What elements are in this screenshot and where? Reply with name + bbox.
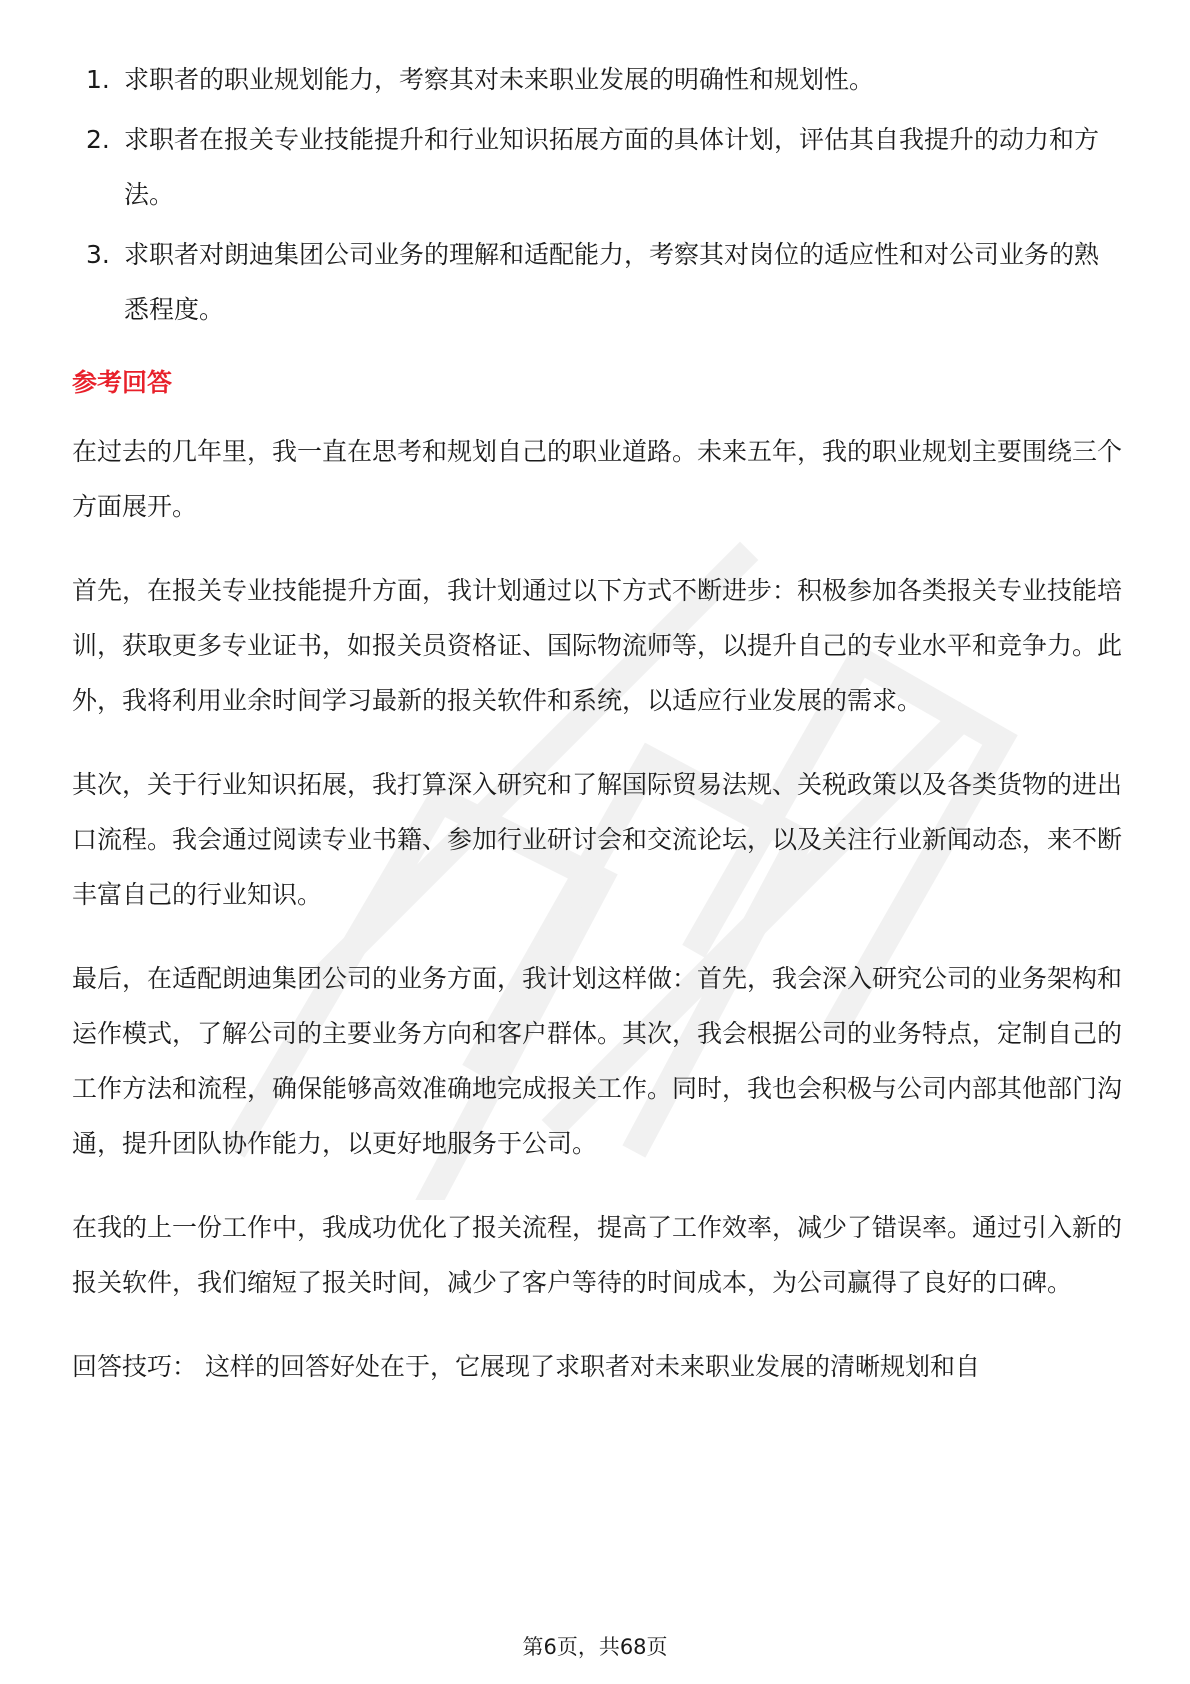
answer-paragraph: 最后，在适配朗迪集团公司的业务方面，我计划这样做：首先，我会深入研究公司的业务架构和运作模式，了解公司的主要业务方向和客户群体。其次，我会根据公司的业务特点，定制自己的工作方法和流程，确保能够高效准确地完成报关工作。同时，我也会积极与公司内部其他部门沟通，提升团队协作能力，以更好地服务于公司。	[72, 964, 1123, 1158]
page-number: 第6页，共68页	[522, 1635, 668, 1659]
answer-tip: 回答技巧： 这样的回答好处在于，它展现了求职者对未来职业发展的清晰规划和自	[72, 1352, 980, 1381]
list-item-number: 1.	[86, 65, 110, 94]
answer-paragraph: 其次，关于行业知识拓展，我打算深入研究和了解国际贸易法规、关税政策以及各类货物的进出口流程。我会通过阅读专业书籍、参加行业研讨会和交流论坛，以及关注行业新闻动态，来不断丰富自己的行业知识。	[72, 770, 1123, 909]
list-item-number: 2.	[86, 125, 110, 154]
list-item-text: 求职者对朗迪集团公司业务的理解和适配能力，考察其对岗位的适应性和对公司业务的熟悉程度。	[124, 240, 1100, 324]
list-item-number: 3.	[86, 240, 110, 269]
answer-paragraph: 在我的上一份工作中，我成功优化了报关流程，提高了工作效率，减少了错误率。通过引入新的报关软件，我们缩短了报关时间，减少了客户等待的时间成本，为公司赢得了良好的口碑。	[72, 1213, 1123, 1297]
answer-paragraph: 在过去的几年里，我一直在思考和规划自己的职业道路。未来五年，我的职业规划主要围绕三个方面展开。	[72, 437, 1123, 521]
list-item	[72, 112, 1122, 222]
list-item-text: 求职者的职业规划能力，考察其对未来职业发展的明确性和规划性。	[124, 65, 875, 94]
list-item-text: 求职者在报关专业技能提升和行业知识拓展方面的具体计划，评估其自我提升的动力和方法。	[124, 125, 1100, 209]
list-item	[72, 227, 1122, 337]
list-item	[72, 52, 1122, 107]
answer-paragraph: 首先，在报关专业技能提升方面，我计划通过以下方式不断进步：积极参加各类报关专业技能培训，获取更多专业证书，如报关员资格证、国际物流师等，以提升自己的专业水平和竞争力。此外，我将利用业余时间学习最新的报关软件和系统，以适应行业发展的需求。	[72, 576, 1123, 715]
document-content	[72, 52, 1122, 1394]
section-title: 参考回答	[72, 368, 173, 397]
question-points-list	[72, 52, 1122, 337]
